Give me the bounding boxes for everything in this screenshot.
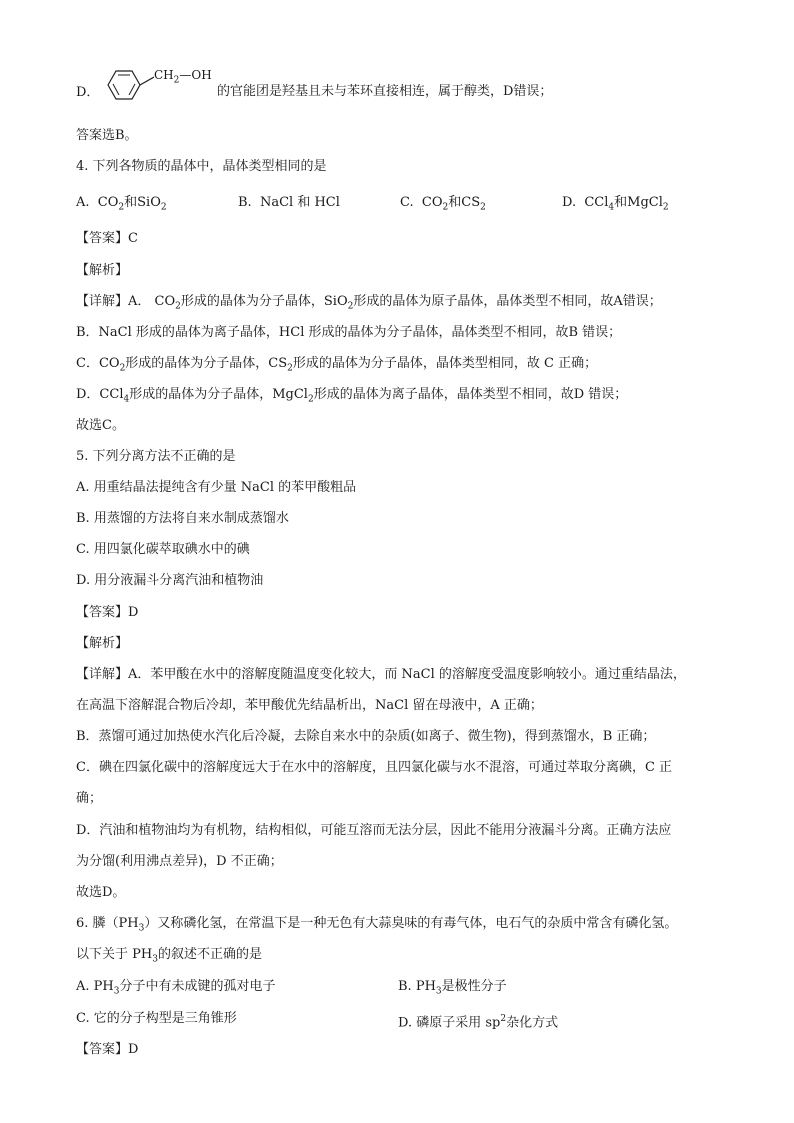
q5-detail-c-line2: 确；: [76, 791, 103, 806]
q5-option-a: A. 用重结晶法提纯含有少量 NaCl 的苯甲酸粗品: [76, 480, 357, 495]
q6-option-a: A. $PH_3$分子中有未成键的孤对电子: [76, 979, 276, 997]
q3-option-d-label: D．: [76, 85, 100, 100]
q6-stem-line1: 6. 膦$(PH_3)$又称磷化氢，在常温下是一种无色有大蒜臭味的有毒气体，电石气的杂质中常含有磷化氢。: [76, 916, 678, 934]
q5-option-d: D. 用分液漏斗分离汽油和植物油: [76, 573, 264, 588]
q6-stem-line2: 以下关于 $PH_3$的叙述不正确的是: [76, 947, 262, 965]
q5-detail-a-line1: 【详解】A．苯甲酸在水中的溶解度随温度变化较大，而 NaCl 的溶解度受温度影响较小。通过重结晶法，: [76, 667, 686, 682]
q5-stem: 5. 下列分离方法不正确的是: [76, 449, 236, 464]
q5-option-c: C. 用四氯化碳萃取碘水中的碘: [76, 542, 250, 557]
benzene-ring-structure: [98, 64, 154, 106]
q4-conclusion: 故选C。: [76, 418, 125, 433]
q5-detail-b: B．蒸馏可通过加热使水汽化后冷凝，去除自来水中的杂质(如离子、微生物)，得到蒸馏水，B 正确；: [76, 729, 656, 744]
q5-analysis-heading: 【解析】: [76, 636, 129, 651]
q5-detail-c-line1: C．碘在四氯化碳中的溶解度远大于在水中的溶解度，且四氯化碳与水不混溶，可通过萃取分离碘，C 正: [76, 760, 673, 775]
benzyl-group-formula: $CH_2—OH$: [154, 68, 212, 86]
q6-option-d: D. 磷原子采用 $sp^2$杂化方式: [398, 1014, 559, 1031]
q4-option-d: D. CCl$_4$和MgCl$_2$: [562, 195, 669, 213]
q5-detail-d-line1: D．汽油和植物油均为有机物，结构相似，可能互溶而无法分层，因此不能用分液漏斗分离。正确方法应: [76, 823, 672, 838]
q5-detail-a-line2: 在高温下溶解混合物后冷却，苯甲酸优先结晶析出，NaCl 留在母液中，A 正确；: [76, 698, 543, 713]
q5-detail-d-line2: 为分馏(利用沸点差异)，D 不正确；: [76, 854, 283, 869]
q4-detail-d: D．CCl$_4$形成的晶体为分子晶体，MgCl$_2$形成的晶体为离子晶体，晶体类型不相同，故D 错误；: [76, 387, 628, 405]
q4-stem: 4. 下列各物质的晶体中，晶体类型相同的是: [76, 159, 327, 174]
q5-answer: 【答案】D: [76, 605, 139, 620]
q3-option-d-text: 的官能团是羟基且未与苯环直接相连，属于醇类，D错误；: [217, 84, 553, 99]
q4-option-c: C. $CO_2$和$CS_2$: [400, 195, 486, 213]
q4-detail-a: 【详解】A． $CO_2$形成的晶体为分子晶体，SiO$_2$形成的晶体为原子晶体，晶体类型不相同，故A错误；: [76, 294, 662, 312]
q4-option-b: B. NaCl 和 HCl: [238, 195, 340, 210]
q5-option-b: B. 用蒸馏的方法将自来水制成蒸馏水: [76, 511, 289, 526]
q4-analysis-heading: 【解析】: [76, 263, 129, 278]
q6-option-b: B. $PH_3$是极性分子: [398, 979, 507, 997]
q4-detail-b: B．NaCl 形成的晶体为离子晶体，HCl 形成的晶体为分子晶体，晶体类型不相同，故B 错误；: [76, 325, 622, 340]
q4-option-a: A. $CO_2$和SiO$_2$: [76, 195, 167, 213]
q6-answer: 【答案】D: [76, 1042, 139, 1057]
q3-answer-line: 答案选B。: [76, 128, 138, 143]
q6-option-c: C. 它的分子构型是三角锥形: [76, 1011, 237, 1026]
q4-detail-c: C．$CO_2$形成的晶体为分子晶体，$CS_2$形成的晶体为分子晶体，晶体类型相同，故 C 正确；: [76, 356, 598, 374]
q5-conclusion: 故选D。: [76, 885, 126, 900]
q4-answer: 【答案】C: [76, 231, 138, 246]
